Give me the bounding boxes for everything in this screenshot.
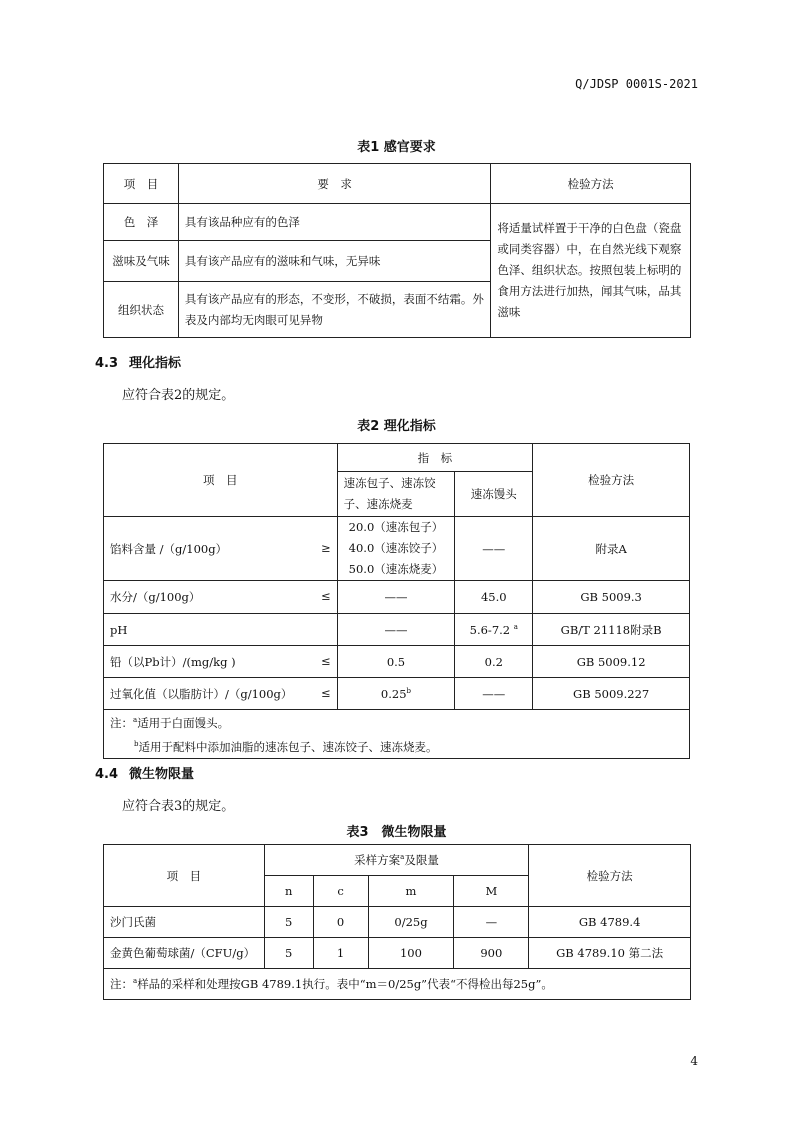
t2-peroxide-v1: 0.25$^b$ xyxy=(337,678,455,710)
t2-note-b: $^b$适用于配料中添加油脂的速冻包子、速冻饺子、速冻烧麦。 xyxy=(134,739,438,754)
t2-note-a: 注：$^a$适用于白面馒头。 xyxy=(110,715,230,730)
section-4-3-heading xyxy=(95,352,181,371)
t2-filling-mantou: —— xyxy=(455,517,533,581)
t2-lead-method: GB 5009.12 xyxy=(533,646,690,678)
t3-header-M: M xyxy=(454,876,529,907)
t2-peroxide-footnote-mark: b xyxy=(406,686,412,695)
section-title: 理化指标 xyxy=(129,356,182,371)
section-4-4-heading xyxy=(95,763,194,782)
t2-header-item: 项 目 xyxy=(104,444,338,517)
t3-header-plan: 采样方案$^a$及限量 xyxy=(264,845,529,876)
t3-item-staph: 金黄色葡萄球菌/（CFU/g） xyxy=(104,938,265,969)
t2-filling-method: 附录A xyxy=(533,517,690,581)
t3-header-c: c xyxy=(313,876,368,907)
t1-header-requirement: 要 求 xyxy=(178,164,490,204)
t3-header-method: 检验方法 xyxy=(529,845,691,907)
t3-header-n: n xyxy=(264,876,313,907)
t1-req-texture: 具有该产品应有的形态，不变形，不破损，表面不结霜。外表及内部均无肉眼可见异物 xyxy=(178,282,490,338)
t1-header-item: 项 目 xyxy=(104,164,179,204)
t3-staph-n: 5 xyxy=(264,938,313,969)
table2-physicochemical xyxy=(103,443,690,759)
section-4-3-text: 应符合表2的规定。 xyxy=(122,388,235,403)
t2-ph-label: pH xyxy=(110,622,128,637)
t3-header-item: 项 目 xyxy=(104,845,265,907)
section-title: 微生物限量 xyxy=(129,767,195,782)
t2-ph-method: GB/T 21118附录B xyxy=(533,614,690,646)
t2-peroxide-label: 过氧化值（以脂肪计）/（g/100g） xyxy=(110,686,293,701)
t3-salmonella-M: — xyxy=(454,907,529,938)
t2-lead-v1: 0.5 xyxy=(337,646,455,678)
section-4-4-text: 应符合表3的规定。 xyxy=(122,799,235,814)
section-number: 4.3 xyxy=(95,356,119,371)
t2-lead-v2: 0.2 xyxy=(455,646,533,678)
t1-req-taste: 具有该产品应有的滋味和气味，无异味 xyxy=(178,241,490,282)
table1-sensory xyxy=(103,163,691,338)
t2-filling-baozi: 20.0（速冻包子） xyxy=(348,520,444,534)
t2-filling-label: 馅料含量 /（g/100g） xyxy=(110,541,228,556)
t3-staph-m: 100 xyxy=(368,938,454,969)
t3-staph-M: 900 xyxy=(454,938,529,969)
t2-header-method: 检验方法 xyxy=(533,444,690,517)
t1-header-method: 检验方法 xyxy=(491,164,691,204)
t2-peroxide-method: GB 5009.227 xyxy=(533,678,690,710)
table3-microbial xyxy=(103,844,691,1000)
t1-item-taste: 滋味及气味 xyxy=(104,241,179,282)
t2-ph-v1: —— xyxy=(337,614,455,646)
t2-moisture-label: 水分/（g/100g） xyxy=(110,590,201,604)
t2-lead-label: 铅（以Pb计）/(mg/kg ) xyxy=(110,654,236,669)
t2-moisture-v1: —— xyxy=(337,581,455,614)
section-number: 4.4 xyxy=(95,767,119,782)
document-code: Q/JDSP 0001S-2021 xyxy=(575,77,698,91)
t2-ph-footnote-mark: a xyxy=(513,622,518,631)
t3-staph-c: 1 xyxy=(313,938,368,969)
t2-filling-shaomai: 50.0（速冻烧麦） xyxy=(348,562,444,576)
t2-row-moisture xyxy=(104,581,338,614)
t2-row-peroxide xyxy=(104,678,338,710)
t3-salmonella-c: 0 xyxy=(313,907,368,938)
t2-header-frozen-buns-dumplings: 速冻包子、速冻饺子、速冻烧麦 xyxy=(337,472,455,517)
t2-peroxide-v2: —— xyxy=(455,678,533,710)
table3-caption: 表3 微生物限量 xyxy=(346,825,447,840)
t2-filling-op: ≥ xyxy=(320,540,331,555)
t1-item-color: 色 泽 xyxy=(104,204,179,241)
t3-salmonella-n: 5 xyxy=(264,907,313,938)
t2-row-ph xyxy=(104,614,338,646)
t3-note: 注：$^a$样品的采样和处理按GB 4789.1执行。表中“m＝0/25g”代表“不得检出每25g”。 xyxy=(104,969,691,1000)
t3-salmonella-m: 0/25g xyxy=(368,907,454,938)
t2-lead-op: ≤ xyxy=(320,653,331,668)
t2-row-filling xyxy=(104,517,338,581)
t3-staph-method: GB 4789.10 第二法 xyxy=(529,938,691,969)
page-number: 4 xyxy=(690,1054,698,1068)
t2-moisture-op: ≤ xyxy=(320,589,331,603)
t2-moisture-method: GB 5009.3 xyxy=(533,581,690,614)
t1-method: 将适量试样置于干净的白色盘（瓷盘或同类容器）中，在自然光线下观察色泽、组织状态。按照包装上标明的食用方法进行加热，闻其气味，品其滋味 xyxy=(491,204,691,338)
t1-req-color: 具有该品种应有的色泽 xyxy=(178,204,490,241)
t2-moisture-v2: 45.0 xyxy=(455,581,533,614)
t2-filling-jiaozi: 40.0（速冻饺子） xyxy=(348,541,444,555)
t2-header-index: 指 标 xyxy=(337,444,533,472)
t1-item-texture: 组织状态 xyxy=(104,282,179,338)
t2-peroxide-op: ≤ xyxy=(320,685,331,700)
t2-ph-v2: 5.6-7.2 $^a$ xyxy=(455,614,533,646)
table1-caption: 表1 感官要求 xyxy=(357,140,436,155)
t2-header-steamed-bun: 速冻馒头 xyxy=(455,472,533,517)
t3-header-m: m xyxy=(368,876,454,907)
t3-salmonella-method: GB 4789.4 xyxy=(529,907,691,938)
t3-item-salmonella: 沙门氏菌 xyxy=(104,907,265,938)
t2-row-lead xyxy=(104,646,338,678)
t2-filling-values xyxy=(337,517,455,581)
table2-caption: 表2 理化指标 xyxy=(357,419,436,434)
t2-notes xyxy=(104,710,690,759)
